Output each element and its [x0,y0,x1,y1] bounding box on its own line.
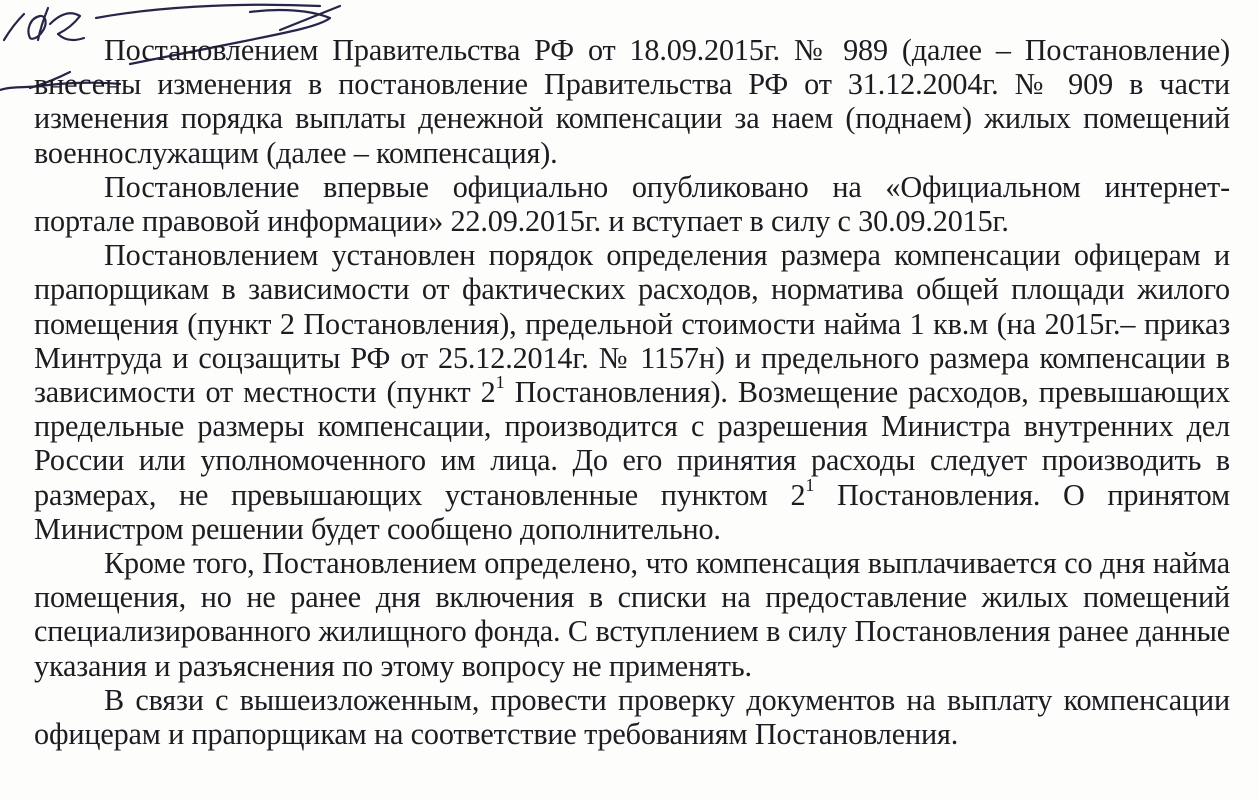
paragraph-1: Постановлением Правительства РФ от 18.09.2015г. № 989 (далее – Постановление) внесены изменения в постановление Правительства РФ от 31.12.2004г. № 909 в части изменения порядка выплаты денежной компенсации за наем (поднаем) жилых помещений военнослужащим (далее – компенсация). [34,33,1230,170]
superscript-1: 1 [495,372,505,393]
superscript-2: 1 [805,474,815,495]
paragraph-4: Кроме того, Постановлением определено, что компенсация выплачивается со дня найма помещения, но не ранее дня включения в списки на предоставление жилых помещений специализированного жилищного фонда. С вступлением в силу Постановления ранее данные указания и разъяснения по этому вопросу не применять. [34,546,1230,683]
document-body [34,33,1230,751]
paragraph-2: Постановление впервые официально опубликовано на «Официальном интернет-портале правовой информации» 22.09.2015г. и вступает в силу с 30.09.2015г. [34,169,1230,239]
paragraph-3-part-1: Постановлением установлен порядок определения размера компенсации офицерам и прапорщикам в зависимости от фактических расходов, норматива общей площади жилого помещения (пункт 2 Постановления), предельной стоимости найма 1 кв.м (на 2015г.– приказ Минтруда и соцзащиты РФ от 25.12.2014г. № 1157н) и предельного размера компенсации в зависимости от местности (пункт 2 [34,238,1230,410]
paragraph-3 [34,238,1230,546]
paragraph-3-part-2: Постановления). Возмещение расходов, превышающих предельные размеры компенсации, производится с разрешения Министра внутренних дел России или уполномоченного им лица. До его принятия расходы следует производить в размерах, не превышающих установленные пунктом 2 [34,375,1230,512]
paragraph-5: В связи с вышеизложенным, провести проверку документов на выплату компенсации офицерам и прапорщикам на соответствие требованиям Постановления. [34,682,1230,752]
paragraph-3-part-3: Постановления. О принятом Министром решении будет сообщено дополнительно. [34,477,1230,546]
